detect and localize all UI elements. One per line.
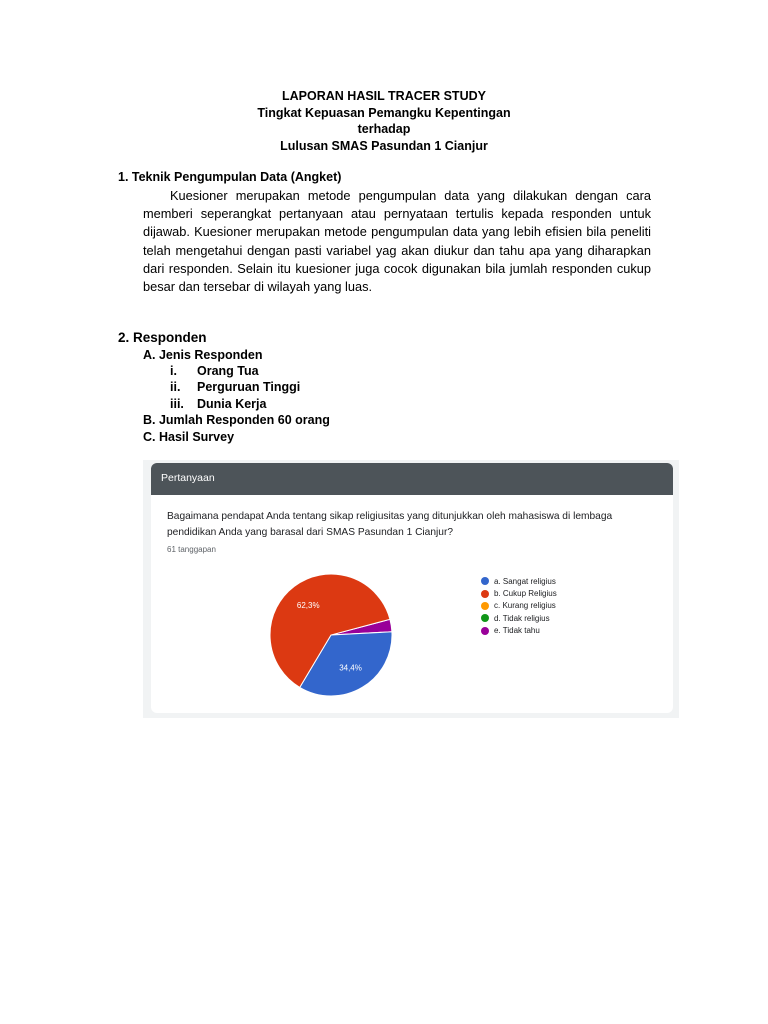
legend-label: a. Sangat religius bbox=[494, 576, 556, 586]
section-2-heading: 2. Responden bbox=[118, 330, 207, 345]
legend-item bbox=[481, 612, 557, 624]
respondent-type-item bbox=[170, 379, 300, 395]
legend-label: b. Cukup Religius bbox=[494, 589, 557, 599]
response-count: 61 tanggapan bbox=[167, 545, 216, 554]
legend-swatch bbox=[481, 627, 489, 635]
title-line-2: Tingkat Kepuasan Pemangku Kepentingan bbox=[257, 105, 511, 120]
form-summary-card bbox=[151, 463, 673, 713]
title-line-3: terhadap bbox=[357, 122, 411, 136]
section-1-paragraph-text: Kuesioner merupakan metode pengumpulan data yang dilakukan dengan cara memberi seperangkat pertanyaan atau pernyataan tertulis kepada responden untuk dijawab. Kuesioner merupakan metode pengumpulan data yang lebih efisien bila peneliti telah mengetahui dengan pasti variabel yag akan diukur dan tahu apa yang diharapkan dari responden. Selain itu kuesioner juga cocok digunakan bila jumlah responden cukup besar dan tersebar di wilayah yang luas. bbox=[143, 188, 651, 295]
legend-item bbox=[481, 587, 557, 599]
pie-slice-label-2: 62,3% bbox=[296, 600, 320, 610]
card-header-title: Pertanyaan bbox=[161, 472, 215, 484]
title-line-1: LAPORAN HASIL TRACER STUDY bbox=[282, 89, 486, 103]
item-number: iii. bbox=[170, 397, 184, 411]
legend-label: c. Kurang religius bbox=[494, 601, 556, 611]
title-line-4: Lulusan SMAS Pasundan 1 Cianjur bbox=[280, 138, 488, 153]
item-number: i. bbox=[170, 364, 177, 378]
section-1-heading: 1. Teknik Pengumpulan Data (Angket) bbox=[118, 170, 342, 184]
survey-screenshot bbox=[143, 460, 679, 718]
legend-label: d. Tidak religius bbox=[494, 613, 550, 623]
item-number: ii. bbox=[170, 380, 181, 394]
item-label: Perguruan Tinggi bbox=[197, 380, 301, 394]
survey-results-label: C. Hasil Survey bbox=[143, 430, 235, 444]
legend-item bbox=[481, 600, 557, 612]
chart-legend bbox=[481, 575, 557, 637]
legend-label: e. Tidak tahu bbox=[494, 626, 540, 636]
legend-swatch bbox=[481, 577, 489, 585]
question-text: Bagaimana pendapat Anda tentang sikap religiusitas yang ditunjukkan oleh mahasiswa di lembaga pendidikan Anda yang barasal dari SMAS Pasundan 1 Cianjur? bbox=[167, 511, 613, 538]
pie-chart bbox=[151, 463, 673, 713]
legend-swatch bbox=[481, 590, 489, 598]
legend-swatch bbox=[481, 602, 489, 610]
legend-item bbox=[481, 575, 557, 587]
item-label: Orang Tua bbox=[197, 364, 259, 378]
section-1-paragraph bbox=[143, 187, 651, 296]
item-label: Dunia Kerja bbox=[197, 397, 267, 411]
legend-swatch bbox=[481, 614, 489, 622]
report-title bbox=[0, 88, 768, 154]
respondent-count: B. Jumlah Responden 60 orang bbox=[143, 413, 330, 427]
respondent-type-item bbox=[170, 363, 259, 379]
respondent-type-item bbox=[170, 396, 266, 412]
pie-slice-label-1: 34,4% bbox=[339, 663, 362, 673]
respondent-type-label: A. Jenis Responden bbox=[143, 348, 263, 362]
legend-item bbox=[481, 625, 557, 637]
